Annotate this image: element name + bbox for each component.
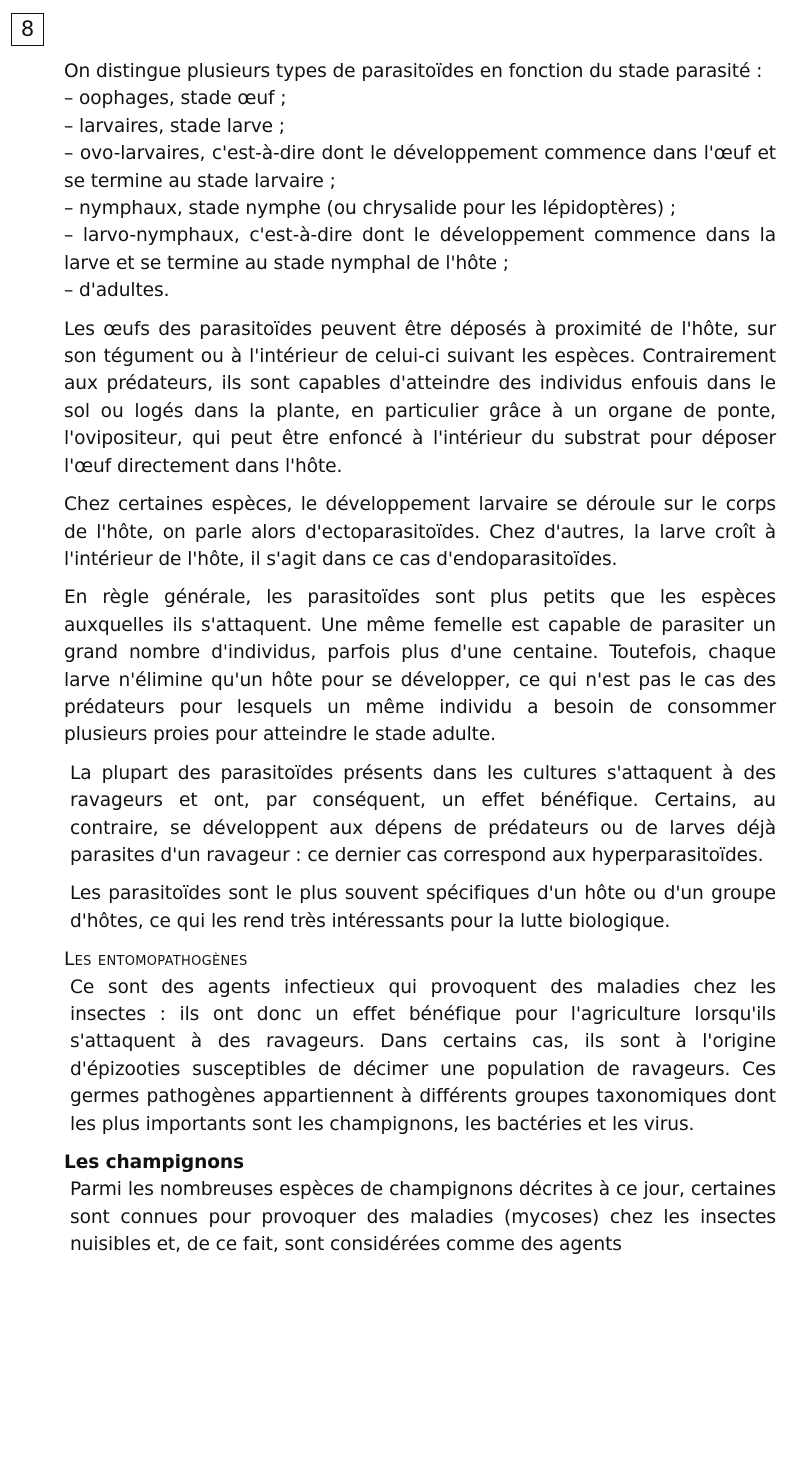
section-paragraph: Ce sont des agents infectieux qui provoquent des maladies chez les insectes : ils ont donc un effet bénéfique pour l'agriculture lorsqu'ils s'attaquent à des ravageurs. Dans certains cas, ils sont à l'origine d'épizooties susceptibles de décimer une population de ravageurs. Ces germes pathogènes appartiennent à différents groupes taxonomiques dont les plus importants sont les champignons, les bactéries et les virus. bbox=[70, 976, 776, 1135]
subsection-heading: Les champignons bbox=[64, 1152, 244, 1174]
list-item: – ovo-larvaires, c'est-à-dire dont le développement commence dans l'œuf et se termine au stade larvaire ; bbox=[64, 143, 776, 192]
body-paragraph: En règle générale, les parasitoïdes sont plus petits que les espèces auxquelles ils s'attaquent. Une même femelle est capable de parasiter un grand nombre d'individus, parfois plus d'une centaine. Toutefois, chaque larve n'élimine qu'un hôte pour se développer, ce qui n'est pas le cas des prédateurs pour lesquels un même individu a besoin de consommer plusieurs proies pour atteindre le stade adulte. bbox=[64, 587, 776, 746]
body-paragraph: Chez certaines espèces, le développement larvaire se déroule sur le corps de l'hôte, on parle alors d'ectoparasitoïdes. Chez d'autres, la larve croît à l'intérieur de l'hôte, il s'agit dans ce cas d'endoparasitoïdes. bbox=[64, 494, 776, 570]
parasitoid-types-list bbox=[64, 58, 776, 305]
list-intro: On distingue plusieurs types de parasitoïdes en fonction du stade parasité : bbox=[64, 61, 763, 82]
body-paragraph: Les parasitoïdes sont le plus souvent spécifiques d'un hôte ou d'un groupe d'hôtes, ce qui les rend très intéressants pour la lutte biologique. bbox=[70, 883, 776, 932]
section-heading: Les entomopathogènes bbox=[64, 949, 248, 971]
list-item: – oophages, stade œuf ; bbox=[64, 88, 287, 110]
list-item: – larvaires, stade larve ; bbox=[64, 115, 285, 137]
list-item: – d'adultes. bbox=[64, 280, 170, 302]
subsection-paragraph: Parmi les nombreuses espèces de champignons décrites à ce jour, certaines sont connues pour provoquer des maladies (mycoses) chez les insectes nuisibles et, de ce fait, sont considérées comme des agents bbox=[70, 1179, 776, 1256]
list-item: – nymphaux, stade nymphe (ou chrysalide pour les lépidoptères) ; bbox=[64, 198, 677, 220]
page-content bbox=[64, 58, 776, 1259]
body-paragraph: Les œufs des parasitoïdes peuvent être déposés à proximité de l'hôte, sur son tégument ou à l'intérieur de celui-ci suivant les espèces. Contrairement aux prédateurs, ils sont capables d'atteindre des individus enfouis dans le sol ou logés dans la plante, en particulier grâce à un organe de ponte, l'ovipositeur, qui peut être enfoncé à l'intérieur du substrat pour déposer l'œuf directement dans l'hôte. bbox=[64, 318, 776, 477]
page-number: 8 bbox=[11, 13, 44, 46]
list-item: – larvo-nymphaux, c'est-à-dire dont le développement commence dans la larve et se termine au stade nymphal de l'hôte ; bbox=[64, 225, 776, 274]
body-paragraph: La plupart des parasitoïdes présents dans les cultures s'attaquent à des ravageurs et ont, par conséquent, un effet bénéfique. Certains, au contraire, se développent aux dépens de prédateurs ou de larves déjà parasites d'un ravageur : ce dernier cas correspond aux hyperparasitoïdes. bbox=[70, 762, 776, 866]
